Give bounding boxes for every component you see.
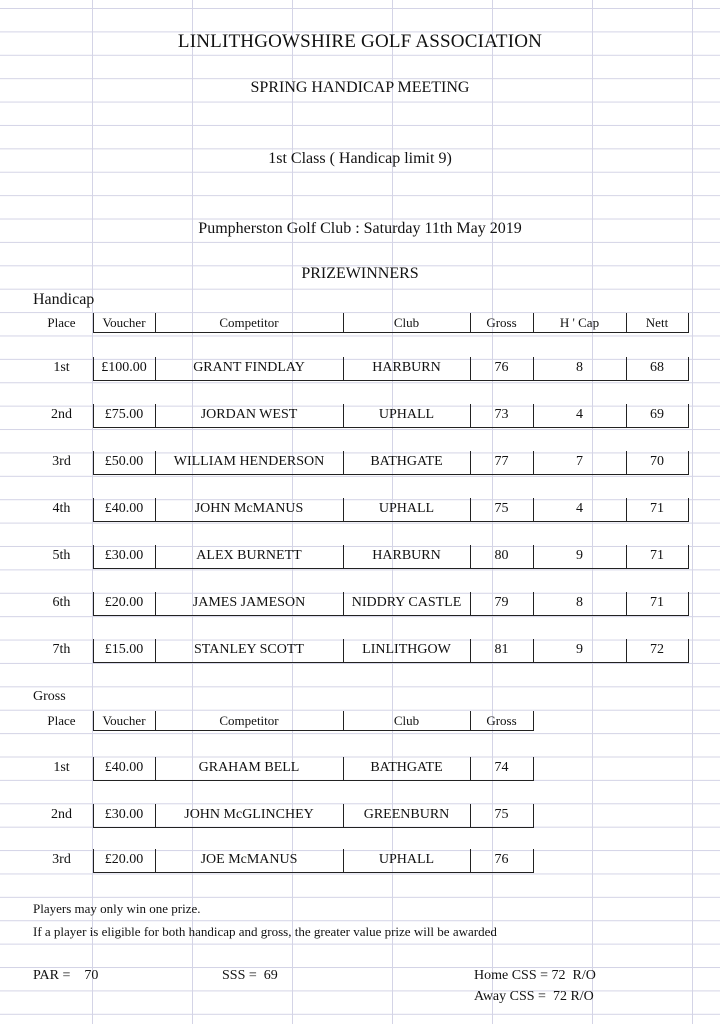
away-css-value: Away CSS = 72 R/O [474, 989, 594, 1004]
handicap-cell-divider [688, 357, 689, 381]
handicap-cell-nett: 70 [650, 454, 664, 469]
handicap-cell-divider [343, 639, 344, 663]
handicap-cell-nett: 71 [650, 548, 664, 563]
handicap-cell-divider [155, 639, 156, 663]
handicap-cell-divider [533, 592, 534, 616]
gross-row-underline [93, 872, 533, 873]
gross-cell-voucher: £30.00 [104, 807, 144, 822]
gross-header-divider [343, 711, 344, 731]
document-title: LINLITHGOWSHIRE GOLF ASSOCIATION [177, 31, 543, 52]
handicap-cell-divider [688, 639, 689, 663]
handicap-cell-divider [470, 404, 471, 428]
prizewinners-heading: PRIZEWINNERS [301, 265, 419, 282]
handicap-cell-competitor: WILLIAM HENDERSON [173, 454, 325, 469]
handicap-cell-voucher: £100.00 [101, 360, 147, 375]
handicap-cell-divider [688, 404, 689, 428]
handicap-cell-divider [155, 498, 156, 522]
gross-cell-divider [470, 757, 471, 781]
handicap-cell-voucher: £15.00 [104, 642, 144, 657]
handicap-cell-divider [343, 404, 344, 428]
handicap-header-0: Place [47, 315, 76, 330]
handicap-row-underline [93, 615, 688, 616]
handicap-cell-competitor: JAMES JAMESON [192, 595, 306, 610]
handicap-cell-divider [343, 592, 344, 616]
handicap-header-divider [93, 313, 94, 333]
gross-row-underline [93, 827, 533, 828]
handicap-cell-hcap: 7 [576, 454, 583, 469]
handicap-cell-club: NIDDRY CASTLE [351, 595, 462, 610]
handicap-cell-divider [533, 545, 534, 569]
par-value: PAR = 70 [33, 968, 99, 983]
handicap-cell-divider [343, 357, 344, 381]
gross-cell-divider [343, 849, 344, 873]
handicap-cell-divider [533, 639, 534, 663]
handicap-cell-nett: 69 [650, 407, 664, 422]
handicap-header-divider [688, 313, 689, 333]
handicap-cell-divider [343, 451, 344, 475]
handicap-cell-divider [343, 545, 344, 569]
gross-cell-divider [93, 757, 94, 781]
handicap-header-divider [343, 313, 344, 333]
gross-cell-club: BATHGATE [370, 760, 443, 775]
handicap-header-1: Voucher [102, 315, 146, 330]
handicap-cell-divider [626, 451, 627, 475]
handicap-cell-divider [626, 404, 627, 428]
gross-cell-divider [155, 804, 156, 828]
handicap-cell-nett: 71 [650, 501, 664, 516]
gross-cell-divider [470, 849, 471, 873]
gross-section-label: Gross [33, 689, 66, 704]
handicap-cell-club: HARBURN [372, 548, 441, 563]
handicap-cell-club: HARBURN [372, 360, 441, 375]
handicap-cell-divider [626, 498, 627, 522]
class-title: 1st Class ( Handicap limit 9) [268, 150, 452, 167]
gross-cell-gross: 76 [494, 852, 509, 867]
handicap-cell-divider [93, 592, 94, 616]
handicap-cell-place: 7th [52, 642, 71, 657]
handicap-cell-nett: 72 [650, 642, 664, 657]
handicap-cell-divider [343, 498, 344, 522]
gross-cell-competitor: GRAHAM BELL [198, 760, 300, 775]
gross-cell-divider [93, 804, 94, 828]
handicap-cell-voucher: £30.00 [104, 548, 144, 563]
handicap-cell-voucher: £40.00 [104, 501, 144, 516]
handicap-cell-divider [626, 357, 627, 381]
gross-header-divider [533, 711, 534, 731]
handicap-cell-divider [93, 498, 94, 522]
handicap-cell-divider [688, 592, 689, 616]
gross-cell-divider [533, 757, 534, 781]
handicap-cell-place: 6th [52, 595, 71, 610]
handicap-cell-club: BATHGATE [370, 454, 443, 469]
handicap-header-divider [470, 313, 471, 333]
gross-cell-competitor: JOHN McGLINCHEY [184, 807, 314, 822]
handicap-cell-divider [93, 404, 94, 428]
handicap-cell-club: LINLITHGOW [362, 642, 451, 657]
gross-cell-gross: 75 [494, 807, 509, 822]
gross-cell-divider [155, 849, 156, 873]
meeting-title: SPRING HANDICAP MEETING [250, 79, 470, 96]
gross-cell-divider [343, 804, 344, 828]
gross-header-divider [93, 711, 94, 731]
handicap-cell-gross: 73 [494, 407, 509, 422]
gross-cell-gross: 74 [494, 760, 509, 775]
handicap-cell-competitor: JORDAN WEST [200, 407, 298, 422]
handicap-cell-voucher: £50.00 [104, 454, 144, 469]
handicap-cell-gross: 81 [494, 642, 509, 657]
handicap-cell-divider [93, 357, 94, 381]
handicap-cell-divider [155, 451, 156, 475]
handicap-cell-place: 5th [52, 548, 71, 563]
handicap-cell-divider [155, 545, 156, 569]
gross-cell-place: 2nd [51, 807, 72, 822]
handicap-cell-divider [470, 357, 471, 381]
gross-cell-voucher: £20.00 [104, 852, 144, 867]
gross-header-1: Voucher [102, 713, 146, 728]
gross-header-2: Competitor [219, 713, 279, 728]
handicap-row-underline [93, 380, 688, 381]
handicap-cell-divider [688, 545, 689, 569]
gross-cell-club: GREENBURN [363, 807, 450, 822]
gross-header-divider [470, 711, 471, 731]
gross-cell-divider [93, 849, 94, 873]
handicap-cell-competitor: JOHN McMANUS [194, 501, 304, 516]
handicap-cell-divider [470, 639, 471, 663]
handicap-cell-hcap: 9 [576, 548, 583, 563]
handicap-cell-divider [470, 545, 471, 569]
gross-header-divider [155, 711, 156, 731]
handicap-cell-divider [626, 639, 627, 663]
handicap-cell-divider [470, 592, 471, 616]
handicap-cell-hcap: 4 [576, 407, 583, 422]
handicap-header-4: Gross [486, 315, 517, 330]
handicap-section-label: Handicap [33, 291, 95, 308]
gross-cell-club: UPHALL [378, 852, 435, 867]
handicap-header-divider [626, 313, 627, 333]
gross-cell-competitor: JOE McMANUS [200, 852, 298, 867]
handicap-cell-divider [470, 451, 471, 475]
handicap-cell-hcap: 8 [576, 360, 583, 375]
handicap-cell-divider [470, 498, 471, 522]
handicap-cell-place: 1st [53, 360, 70, 375]
handicap-cell-gross: 79 [494, 595, 509, 610]
handicap-cell-nett: 68 [650, 360, 664, 375]
handicap-cell-divider [155, 592, 156, 616]
handicap-cell-divider [533, 357, 534, 381]
handicap-cell-gross: 77 [494, 454, 509, 469]
gross-cell-divider [533, 804, 534, 828]
handicap-cell-divider [688, 498, 689, 522]
handicap-cell-gross: 76 [494, 360, 509, 375]
handicap-cell-competitor: ALEX BURNETT [196, 548, 302, 563]
handicap-header-divider [533, 313, 534, 333]
gross-cell-voucher: £40.00 [104, 760, 144, 775]
gross-cell-divider [470, 804, 471, 828]
handicap-cell-divider [533, 404, 534, 428]
handicap-cell-gross: 75 [494, 501, 509, 516]
gross-header-underline [93, 730, 533, 731]
handicap-cell-voucher: £20.00 [104, 595, 144, 610]
gross-cell-place: 3rd [52, 852, 71, 867]
handicap-header-underline [93, 332, 688, 333]
gross-cell-place: 1st [53, 760, 70, 775]
gross-cell-divider [155, 757, 156, 781]
handicap-row-underline [93, 521, 688, 522]
gross-header-3: Club [393, 713, 420, 728]
handicap-header-divider [155, 313, 156, 333]
handicap-cell-competitor: STANLEY SCOTT [194, 642, 304, 657]
handicap-cell-divider [533, 498, 534, 522]
handicap-cell-divider [688, 451, 689, 475]
handicap-cell-voucher: £75.00 [104, 407, 144, 422]
gross-header-4: Gross [486, 713, 517, 728]
handicap-cell-hcap: 4 [576, 501, 583, 516]
handicap-cell-place: 4th [52, 501, 71, 516]
handicap-cell-divider [155, 404, 156, 428]
handicap-row-underline [93, 568, 688, 569]
gross-cell-divider [533, 849, 534, 873]
home-css-value: Home CSS = 72 R/O [474, 968, 596, 983]
handicap-cell-divider [155, 357, 156, 381]
handicap-cell-divider [626, 592, 627, 616]
handicap-cell-club: UPHALL [378, 501, 435, 516]
handicap-cell-gross: 80 [494, 548, 509, 563]
handicap-row-underline [93, 662, 688, 663]
handicap-cell-competitor: GRANT FINDLAY [193, 360, 305, 375]
gross-row-underline [93, 780, 533, 781]
handicap-cell-place: 3rd [52, 454, 71, 469]
note-greater-prize: If a player is eligible for both handicap and gross, the greater value prize will be awarded [33, 924, 497, 939]
handicap-cell-divider [93, 545, 94, 569]
handicap-cell-divider [533, 451, 534, 475]
handicap-cell-divider [626, 545, 627, 569]
sss-value: SSS = 69 [222, 968, 278, 983]
note-one-prize: Players may only win one prize. [33, 901, 201, 916]
handicap-cell-hcap: 9 [576, 642, 583, 657]
handicap-row-underline [93, 474, 688, 475]
handicap-header-5: H ' Cap [559, 315, 600, 330]
handicap-header-6: Nett [645, 315, 669, 330]
handicap-cell-club: UPHALL [378, 407, 435, 422]
handicap-cell-divider [93, 639, 94, 663]
handicap-row-underline [93, 427, 688, 428]
handicap-header-2: Competitor [219, 315, 279, 330]
venue-date: Pumpherston Golf Club : Saturday 11th May 2019 [198, 220, 522, 237]
gross-header-0: Place [47, 713, 76, 728]
handicap-cell-divider [93, 451, 94, 475]
handicap-header-3: Club [393, 315, 420, 330]
handicap-cell-hcap: 8 [576, 595, 583, 610]
gross-cell-divider [343, 757, 344, 781]
handicap-cell-nett: 71 [650, 595, 664, 610]
handicap-cell-place: 2nd [51, 407, 72, 422]
